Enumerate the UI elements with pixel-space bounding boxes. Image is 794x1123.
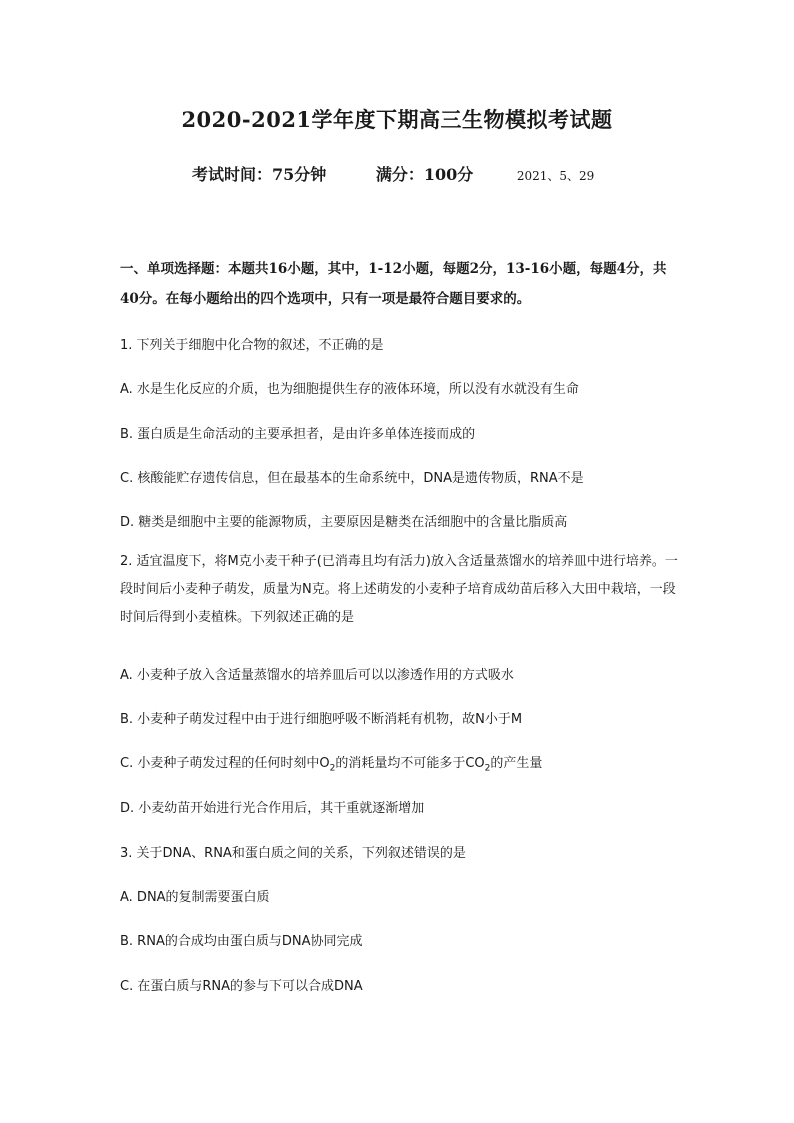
subscript-2: 2: [329, 763, 336, 774]
question-1-stem: 1. 下列关于细胞中化合物的叙述，不正确的是: [120, 338, 384, 353]
exam-title: 2020-2021学年度下期高三生物模拟考试题: [181, 107, 613, 132]
question-1-option-c: C. 核酸能贮存遗传信息，但在最基本的生命系统中，DNA是遗传物质，RNA不是: [120, 471, 584, 486]
subscript-2: 2: [484, 763, 491, 774]
option-c-text-1: C. 小麦种子萌发过程的任何时刻中O: [120, 756, 330, 771]
question-2-option-a: A. 小麦种子放入含适量蒸馏水的培养皿后可以以渗透作用的方式吸水: [120, 668, 514, 683]
question-3-option-c: C. 在蛋白质与RNA的参与下可以合成DNA: [120, 979, 363, 994]
question-3-option-b: B. RNA的合成均由蛋白质与DNA协同完成: [120, 934, 363, 949]
exam-date: 2021、5、29: [516, 169, 595, 183]
exam-score: 满分：100分: [375, 165, 474, 184]
question-2-stem: 2. 适宜温度下，将M克小麦干种子(已消毒且均有活力)放入含适量蒸馏水的培养皿中进行培养。一段时间后小麦种子萌发，质量为N克。将上述萌发的小麦种子培育成幼苗后移入大田中栽培，一段时间后得到小麦植株。下列叙述正确的是: [120, 554, 678, 625]
exam-time: 考试时间：75分钟: [192, 165, 327, 184]
question-1-option-a: A. 水是生化反应的介质，也为细胞提供生存的液体环境，所以没有水就没有生命: [120, 382, 579, 397]
question-3-stem: 3. 关于DNA、RNA和蛋白质之间的关系，下列叙述错误的是: [120, 846, 466, 861]
option-c-text-3: 的产生量: [490, 756, 543, 771]
section-instructions: 一、单项选择题：本题共16小题，其中，1-12小题，每题2分，13-16小题，每题4分，共40分。在每小题给出的四个选项中，只有一项是最符合题目要求的。: [120, 261, 667, 307]
question-1-option-d: D. 糖类是细胞中主要的能源物质，主要原因是糖类在活细胞中的含量比脂质高: [120, 515, 568, 530]
exam-info: [192, 162, 594, 185]
question-2-option-b: B. 小麦种子萌发过程中由于进行细胞呼吸不断消耗有机物，故N小于M: [120, 712, 523, 727]
question-2-option-c: [120, 752, 542, 774]
question-1-option-b: B. 蛋白质是生命活动的主要承担者，是由许多单体连接而成的: [120, 427, 476, 442]
question-2-option-d: D. 小麦幼苗开始进行光合作用后，其干重就逐渐增加: [120, 801, 425, 816]
option-c-text-2: 的消耗量均不可能多于CO: [335, 756, 485, 771]
question-3-option-a: A. DNA的复制需要蛋白质: [120, 890, 270, 905]
